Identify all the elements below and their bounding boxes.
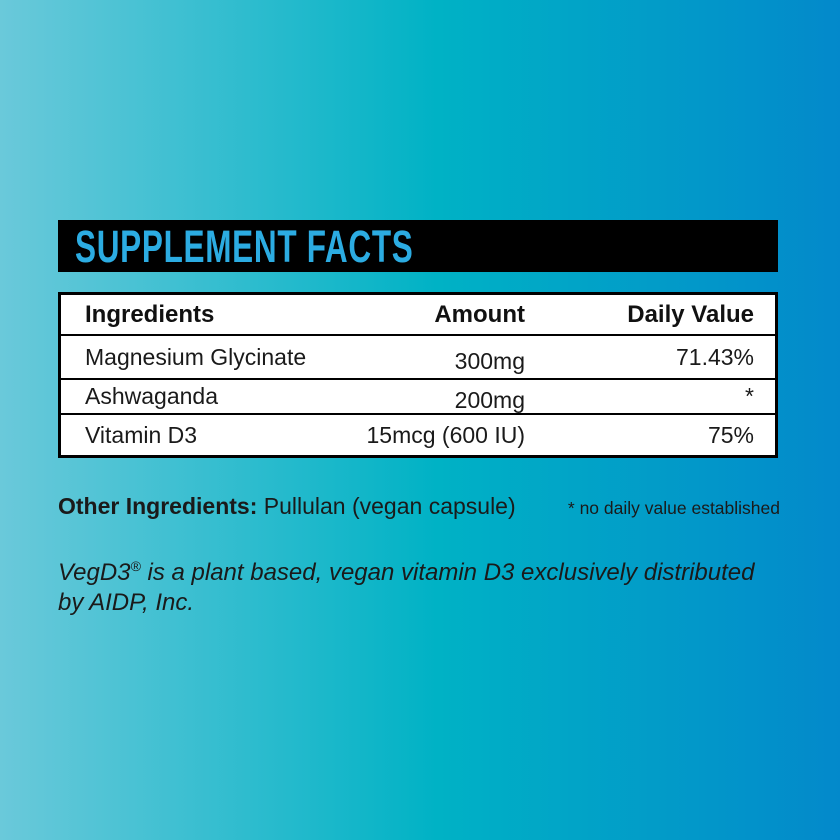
ingredient-name: Vitamin D3 <box>85 421 198 448</box>
table-row <box>61 380 775 415</box>
col-header-daily-value: Daily Value <box>627 300 754 328</box>
table-row <box>61 415 775 455</box>
disclaimer-line1 <box>58 551 788 588</box>
supplement-table <box>58 292 778 458</box>
table-row <box>61 336 775 380</box>
ingredient-name: Ashwaganda <box>85 383 218 409</box>
registered-mark: ® <box>130 558 141 574</box>
col-header-amount: Amount <box>434 300 525 328</box>
other-ingredients-value: Pullulan (vegan capsule) <box>257 493 516 519</box>
daily-value: 71.43% <box>675 343 754 370</box>
disclaimer-line1-rest: is a plant based, vegan vitamin D3 exclusively distributed <box>140 559 755 586</box>
disclaimer-text <box>58 551 788 618</box>
amount-value: 300mg <box>454 347 525 374</box>
daily-value: 75% <box>707 421 754 448</box>
disclaimer-line2: by AIDP, Inc. <box>58 589 195 616</box>
ingredient-name: Magnesium Glycinate <box>85 343 307 370</box>
supplement-facts-bar <box>58 220 778 272</box>
amount-value: 15mcg (600 IU) <box>366 421 525 448</box>
daily-value-footnote: * no daily value established <box>567 498 780 518</box>
supplement-facts-title: SUPPLEMENT FACTS <box>75 220 414 272</box>
amount-value: 200mg <box>454 387 525 413</box>
daily-value: * <box>745 383 754 409</box>
other-ingredients-line <box>58 493 780 520</box>
table-header-row <box>61 295 775 336</box>
brand-name: VegD3 <box>58 559 131 586</box>
other-ingredients-label: Other Ingredients: <box>58 493 258 519</box>
col-header-ingredients: Ingredients <box>85 300 215 328</box>
other-ingredients-text <box>58 493 516 520</box>
